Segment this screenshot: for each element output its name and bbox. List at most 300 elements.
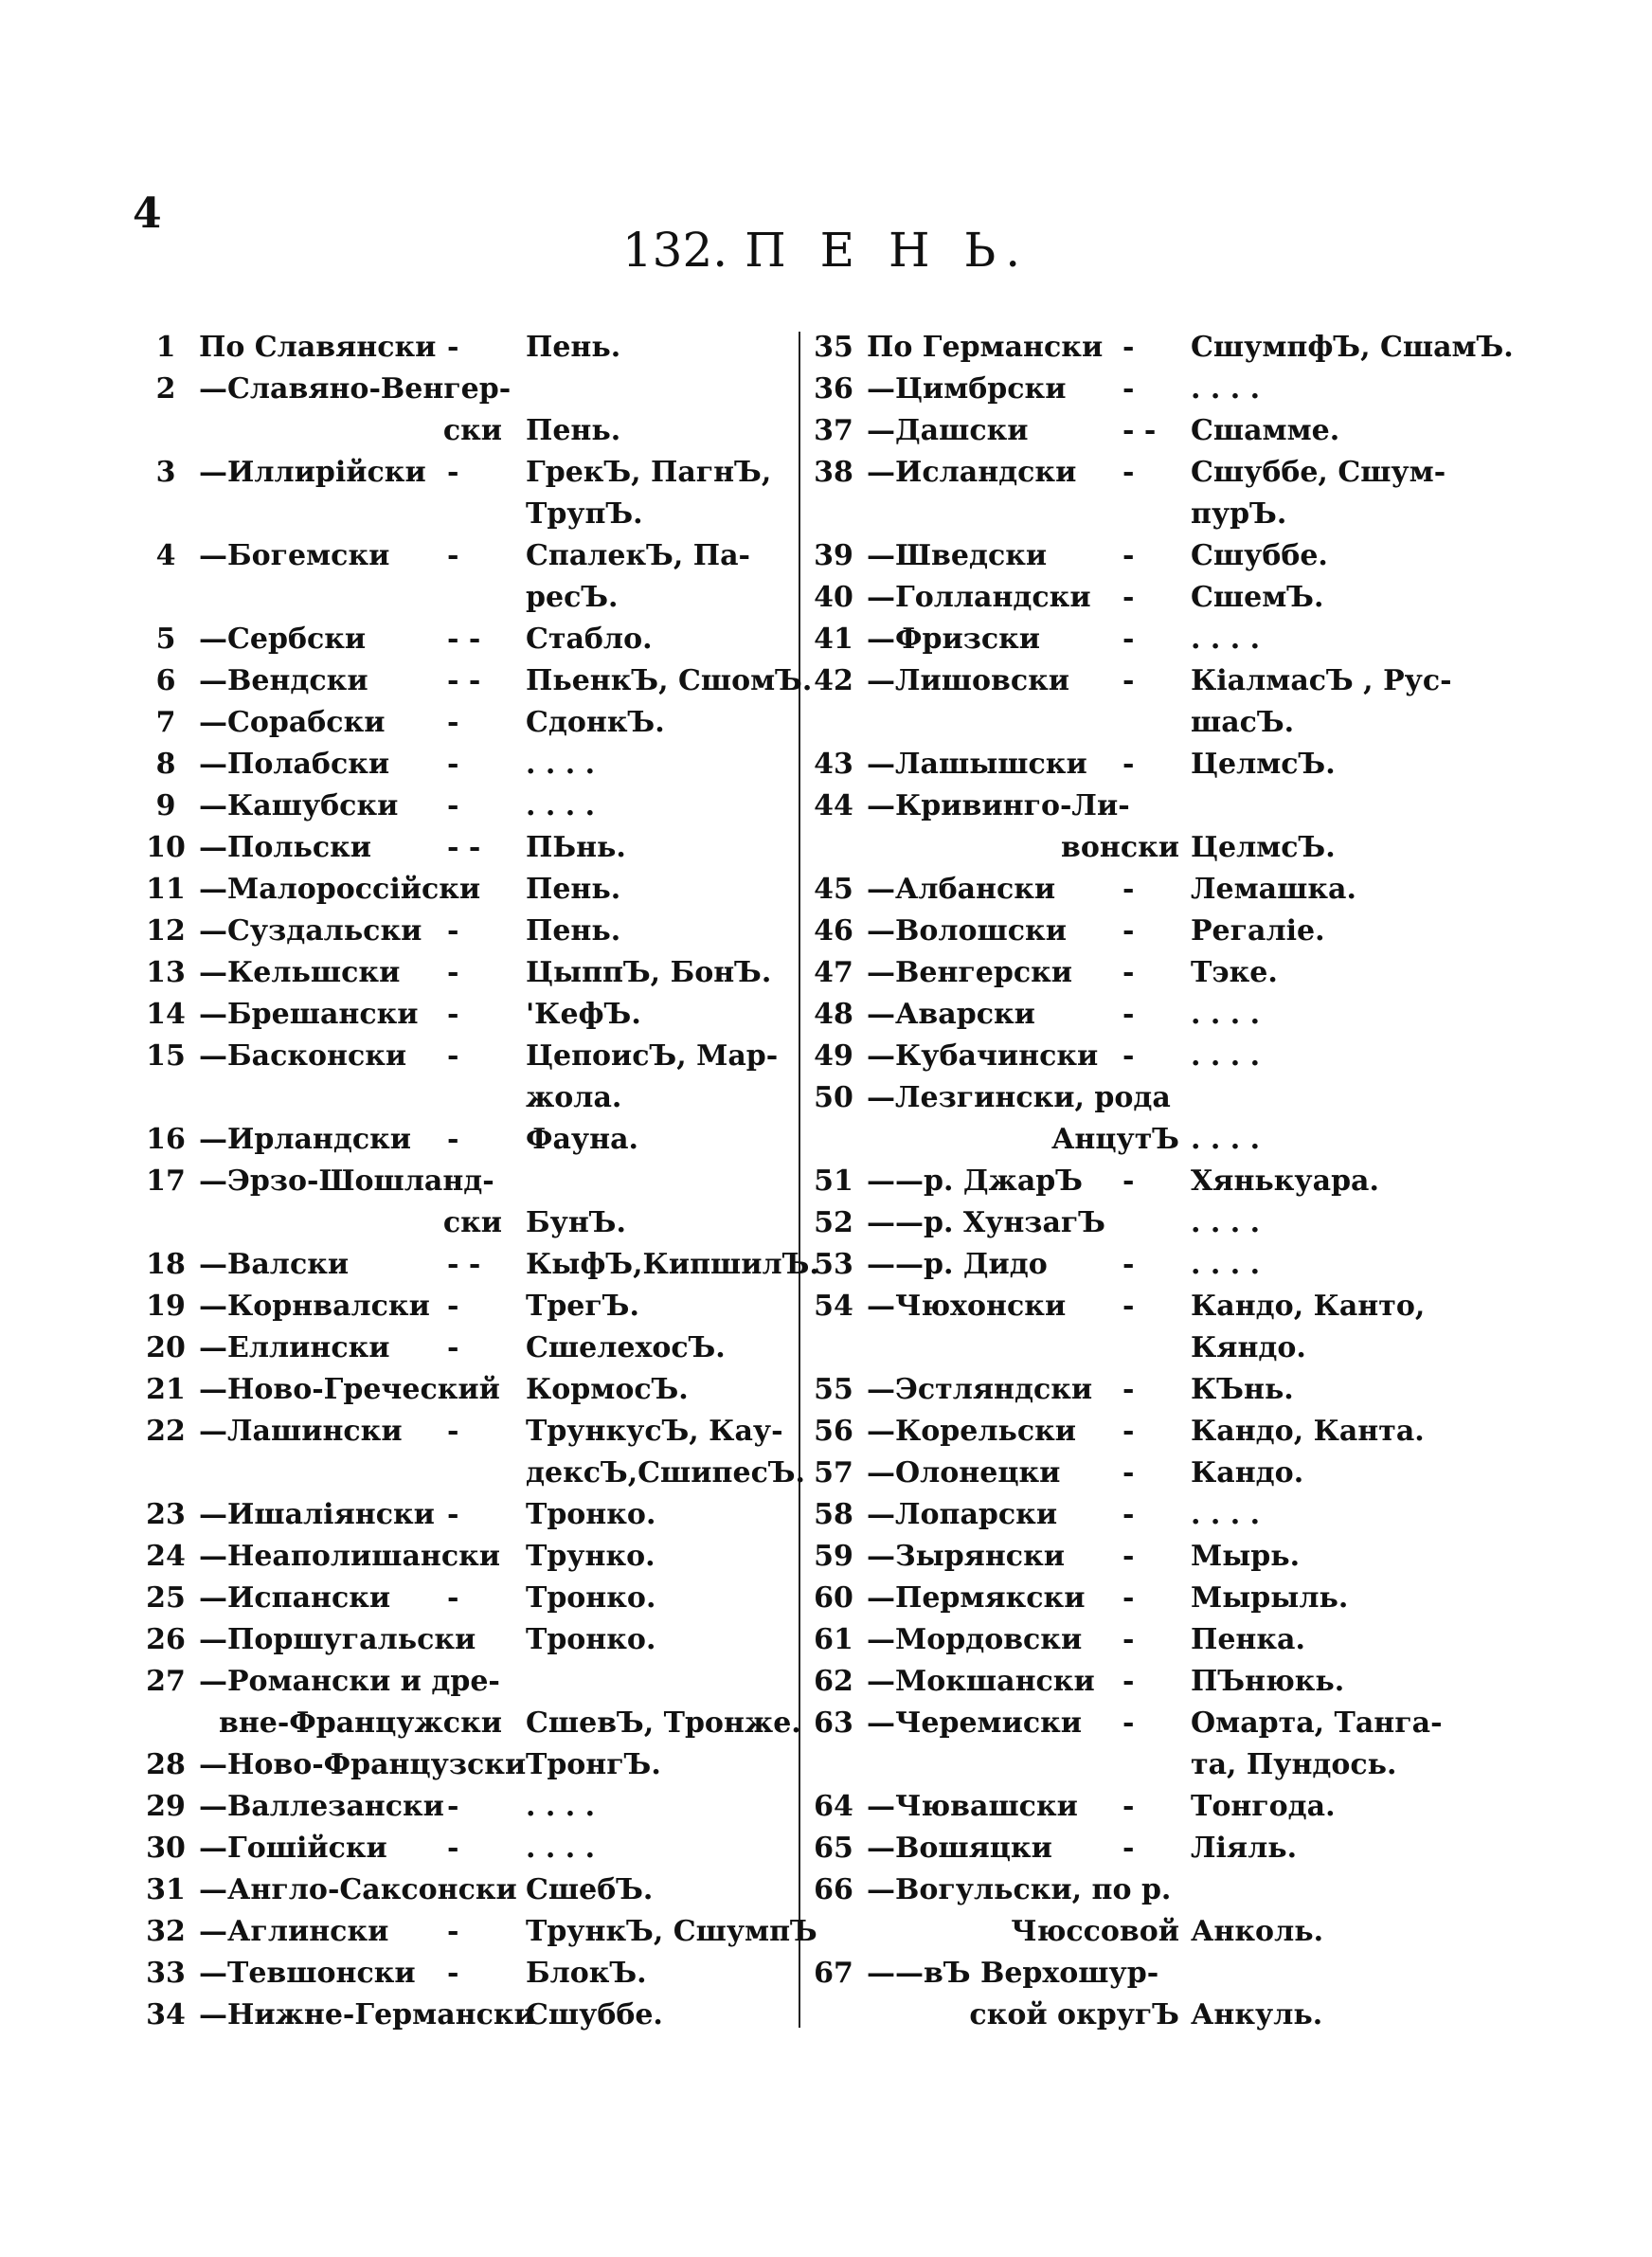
word-form: . . . . bbox=[1191, 1248, 1261, 1281]
entry-number: 47 bbox=[814, 956, 853, 989]
language-name: —Эстляндски bbox=[867, 1373, 1093, 1406]
entry-number: 25 bbox=[146, 1581, 186, 1615]
word-form: Тронко. bbox=[526, 1623, 656, 1656]
entry-number: 52 bbox=[814, 1206, 853, 1239]
entry-number: 12 bbox=[146, 914, 186, 948]
page-title bbox=[0, 223, 1652, 278]
entry-number: 14 bbox=[146, 998, 186, 1031]
list-item bbox=[142, 1411, 786, 1453]
separator: - - bbox=[447, 664, 481, 697]
separator: - bbox=[447, 1790, 459, 1823]
word-form: ПЬнь. bbox=[526, 831, 626, 864]
entry-number: 28 bbox=[146, 1748, 186, 1781]
language-name: —Лопарски bbox=[867, 1498, 1058, 1531]
word-form: Ліяль. bbox=[1191, 1832, 1298, 1865]
word-form: Кандо, Канта. bbox=[1191, 1415, 1425, 1448]
list-item bbox=[810, 1661, 1463, 1703]
list-item bbox=[810, 869, 1463, 911]
word-form: . . . . bbox=[1191, 372, 1261, 406]
list-item bbox=[810, 1911, 1463, 1953]
entry-number: 67 bbox=[814, 1957, 853, 1990]
language-name: ски bbox=[442, 414, 502, 447]
entry-number: 21 bbox=[146, 1373, 186, 1406]
entry-number: 38 bbox=[814, 456, 853, 489]
separator: - bbox=[447, 539, 459, 572]
word-form: ЦыппЪ, БонЪ. bbox=[526, 956, 772, 989]
list-item bbox=[810, 827, 1463, 869]
language-name: —Исландски bbox=[867, 456, 1077, 489]
word-form: ПЪнюкь. bbox=[1191, 1665, 1345, 1698]
word-form: Тэке. bbox=[1191, 956, 1278, 989]
list-item bbox=[810, 1536, 1463, 1578]
list-item bbox=[810, 744, 1463, 785]
separator: - bbox=[1122, 1665, 1135, 1698]
list-item bbox=[810, 1119, 1463, 1161]
word-form: Пень. bbox=[526, 914, 621, 948]
language-name: —Венгерски bbox=[867, 956, 1073, 989]
entry-number: 1 bbox=[155, 331, 176, 364]
language-name: —Волошски bbox=[867, 914, 1067, 948]
separator: - bbox=[1122, 956, 1135, 989]
language-name: —Богемски bbox=[199, 539, 390, 572]
word-form: Лемашка. bbox=[1191, 873, 1356, 906]
language-name: АнцутЪ bbox=[1050, 1123, 1179, 1156]
language-name: —Лашышски bbox=[867, 748, 1087, 781]
word-form: Сшуббе, Сшум- bbox=[1191, 456, 1446, 489]
word-form: Анкуль. bbox=[1191, 1998, 1323, 2031]
separator: - bbox=[447, 1123, 459, 1156]
word-form: Тронко. bbox=[526, 1498, 656, 1531]
separator: - bbox=[1122, 581, 1135, 614]
entry-number: 23 bbox=[146, 1498, 186, 1531]
language-name: —Корнвалски bbox=[199, 1290, 430, 1323]
language-name: ски bbox=[442, 1206, 502, 1239]
word-form: . . . . bbox=[526, 1832, 596, 1865]
language-name: —Кубачински bbox=[867, 1039, 1099, 1073]
entry-number: 57 bbox=[814, 1456, 853, 1490]
word-form: Пень. bbox=[526, 414, 621, 447]
word-form: . . . . bbox=[526, 1790, 596, 1823]
word-form: СдонкЪ. bbox=[526, 706, 665, 739]
language-name: —Черемиски bbox=[867, 1706, 1083, 1740]
word-form: ЦелмсЪ. bbox=[1191, 748, 1336, 781]
separator: - bbox=[447, 1039, 459, 1073]
list-item bbox=[810, 1411, 1463, 1453]
entry-number: 63 bbox=[814, 1706, 853, 1740]
entry-number: 43 bbox=[814, 748, 853, 781]
word-form: СшелехосЪ. bbox=[526, 1331, 726, 1364]
list-item bbox=[142, 327, 786, 369]
word-form: Трунко. bbox=[526, 1540, 655, 1573]
list-item bbox=[810, 702, 1463, 744]
separator: - bbox=[1122, 1540, 1135, 1573]
word-form: СшумпфЪ, СшамЪ. bbox=[1191, 331, 1514, 364]
language-name: По Германски bbox=[867, 331, 1104, 364]
list-item bbox=[142, 1953, 786, 1995]
language-name: —Валлезански bbox=[199, 1790, 444, 1823]
separator: - bbox=[447, 1915, 459, 1948]
list-item bbox=[142, 911, 786, 952]
separator: - - bbox=[447, 1248, 481, 1281]
word-form: Тонгода. bbox=[1191, 1790, 1336, 1823]
entry-number: 54 bbox=[814, 1290, 853, 1323]
language-name: —Ирландски bbox=[199, 1123, 412, 1156]
separator: - bbox=[1122, 1581, 1135, 1615]
language-name: —Полабски bbox=[199, 748, 390, 781]
language-name: —Аглински bbox=[199, 1915, 389, 1948]
list-item bbox=[142, 1286, 786, 1327]
separator: - bbox=[1122, 748, 1135, 781]
word-form: . . . . bbox=[1191, 1123, 1261, 1156]
section-number: 132. bbox=[621, 223, 728, 278]
word-form: ТрегЪ. bbox=[526, 1290, 639, 1323]
language-name: —Сорабски bbox=[199, 706, 386, 739]
word-form: . . . . bbox=[1191, 1498, 1261, 1531]
list-item bbox=[142, 369, 786, 410]
separator: - bbox=[447, 331, 459, 364]
list-item bbox=[142, 869, 786, 911]
language-name: —Тевшонски bbox=[199, 1957, 416, 1990]
list-item bbox=[142, 1619, 786, 1661]
column-divider bbox=[799, 332, 800, 2028]
language-name: —Лишовски bbox=[867, 664, 1070, 697]
language-name: —Ишаліянски bbox=[199, 1498, 435, 1531]
entry-number: 41 bbox=[814, 623, 853, 656]
language-name: —Дашски bbox=[867, 414, 1029, 447]
list-item bbox=[810, 1869, 1463, 1911]
list-item bbox=[142, 660, 813, 702]
word-form: Стабло. bbox=[526, 623, 653, 656]
separator: - - bbox=[447, 831, 481, 864]
list-item bbox=[142, 1119, 786, 1161]
entry-number: 6 bbox=[155, 664, 176, 697]
separator: - bbox=[447, 1832, 459, 1865]
language-name: вонски bbox=[1061, 831, 1179, 864]
separator: - bbox=[1122, 623, 1135, 656]
entry-number: 26 bbox=[146, 1623, 186, 1656]
word-form: та, Пундось. bbox=[1191, 1748, 1397, 1781]
separator: - bbox=[1122, 372, 1135, 406]
list-item bbox=[810, 1995, 1463, 2036]
list-item bbox=[810, 1703, 1463, 1744]
list-item bbox=[810, 535, 1463, 577]
list-item bbox=[142, 827, 786, 869]
right-column bbox=[810, 327, 1514, 2036]
list-item bbox=[142, 1911, 817, 1953]
word-form: ТрункусЪ, Кау- bbox=[526, 1415, 783, 1448]
word-form: ЦепоисЪ, Мар- bbox=[526, 1039, 779, 1073]
language-name: —Валски bbox=[199, 1248, 350, 1281]
list-item bbox=[810, 410, 1463, 452]
list-item bbox=[810, 952, 1463, 994]
separator: - bbox=[447, 914, 459, 948]
word-form: . . . . bbox=[1191, 623, 1261, 656]
entry-number: 32 bbox=[146, 1915, 186, 1948]
list-item bbox=[142, 1202, 786, 1244]
entry-number: 36 bbox=[814, 372, 853, 406]
separator: - bbox=[1122, 1290, 1135, 1323]
entry-number: 66 bbox=[814, 1873, 853, 1906]
separator: - bbox=[447, 1957, 459, 1990]
entry-number: 49 bbox=[814, 1039, 853, 1073]
separator: - bbox=[1122, 1623, 1135, 1656]
word-form: Пень. bbox=[526, 331, 621, 364]
language-name: —Вошяцки bbox=[867, 1832, 1052, 1865]
entry-number: 18 bbox=[146, 1248, 186, 1281]
word-form: Хянькуара. bbox=[1191, 1165, 1379, 1198]
word-form: . . . . bbox=[526, 789, 596, 822]
entry-number: 17 bbox=[146, 1165, 186, 1198]
entry-number: 22 bbox=[146, 1415, 186, 1448]
entry-number: 20 bbox=[146, 1331, 186, 1364]
word-form: ЦелмсЪ. bbox=[1191, 831, 1336, 864]
entry-number: 55 bbox=[814, 1373, 853, 1406]
list-item bbox=[810, 494, 1463, 535]
word-form: жола. bbox=[526, 1081, 622, 1114]
entry-number: 61 bbox=[814, 1623, 853, 1656]
word-form: БунЪ. bbox=[526, 1206, 626, 1239]
entry-number: 40 bbox=[814, 581, 853, 614]
entry-number: 59 bbox=[814, 1540, 853, 1573]
word-form: ГрекЪ, ПагнЪ, bbox=[526, 456, 772, 489]
word-form: КіалмасЪ , Рус- bbox=[1191, 664, 1452, 697]
word-form: 'КефЪ. bbox=[526, 998, 641, 1031]
list-item bbox=[142, 1369, 786, 1411]
language-name: —Суздальски bbox=[199, 914, 422, 948]
separator: - bbox=[447, 998, 459, 1031]
list-item bbox=[142, 1661, 786, 1703]
word-form: Сшамме. bbox=[1191, 414, 1340, 447]
language-name: —Ново-Греческий bbox=[199, 1373, 500, 1406]
word-form: Омарта, Танга- bbox=[1191, 1706, 1443, 1740]
list-item bbox=[142, 994, 786, 1036]
word-form: СпалекЪ, Па- bbox=[526, 539, 750, 572]
list-item bbox=[810, 1036, 1463, 1077]
entry-number: 46 bbox=[814, 914, 853, 948]
separator: - bbox=[447, 1581, 459, 1615]
entry-number: 45 bbox=[814, 873, 853, 906]
word-form: . . . . bbox=[1191, 998, 1261, 1031]
list-item bbox=[810, 577, 1463, 619]
entry-number: 13 bbox=[146, 956, 186, 989]
word-form: Анколь. bbox=[1191, 1915, 1324, 1948]
word-form: Регаліе. bbox=[1191, 914, 1325, 948]
entry-number: 39 bbox=[814, 539, 853, 572]
separator: - bbox=[447, 1290, 459, 1323]
list-item bbox=[810, 911, 1463, 952]
separator: - bbox=[447, 456, 459, 489]
entry-number: 19 bbox=[146, 1290, 186, 1323]
separator: - bbox=[1122, 914, 1135, 948]
word-form: ТронгЪ. bbox=[526, 1748, 661, 1781]
entry-number: 31 bbox=[146, 1873, 186, 1906]
list-item bbox=[810, 1744, 1463, 1786]
list-item bbox=[142, 1995, 786, 2036]
language-name: —Голландски bbox=[867, 581, 1091, 614]
list-item bbox=[142, 702, 786, 744]
language-name: —Ново-Французски bbox=[199, 1748, 527, 1781]
entry-number: 10 bbox=[146, 831, 186, 864]
language-name: —Еллински bbox=[199, 1331, 390, 1364]
word-form: Сшуббе. bbox=[526, 1998, 663, 2031]
list-item bbox=[810, 994, 1463, 1036]
list-item bbox=[142, 410, 786, 452]
list-item bbox=[810, 452, 1463, 494]
list-item bbox=[810, 1369, 1463, 1411]
word-form: БлокЪ. bbox=[526, 1957, 647, 1990]
word-form: Пенка. bbox=[1191, 1623, 1305, 1656]
separator: - bbox=[1122, 1415, 1135, 1448]
word-form: СшемЪ. bbox=[1191, 581, 1324, 614]
word-form: СшебЪ. bbox=[526, 1873, 654, 1906]
language-name: ——р. ХунзагЪ bbox=[867, 1206, 1105, 1239]
language-name: —Вендски bbox=[199, 664, 368, 697]
separator: - bbox=[447, 706, 459, 739]
entry-number: 4 bbox=[155, 539, 176, 572]
language-name: —Эрзо-Шошланд- bbox=[199, 1165, 494, 1198]
list-item bbox=[142, 785, 786, 827]
entry-number: 48 bbox=[814, 998, 853, 1031]
entry-number: 16 bbox=[146, 1123, 186, 1156]
list-item bbox=[142, 1077, 786, 1119]
separator: - bbox=[447, 956, 459, 989]
list-item bbox=[810, 1327, 1463, 1369]
entry-number: 3 bbox=[155, 456, 176, 489]
entry-number: 11 bbox=[146, 873, 186, 906]
language-name: ской округЪ bbox=[969, 1998, 1179, 2031]
language-name: —Англо-Саксонски bbox=[199, 1873, 517, 1906]
list-item bbox=[142, 952, 786, 994]
list-item bbox=[142, 1786, 786, 1828]
title-word: П Е Н Ь. bbox=[745, 223, 1031, 278]
word-form: Сшуббе. bbox=[1191, 539, 1328, 572]
entry-number: 58 bbox=[814, 1498, 853, 1531]
list-item bbox=[810, 660, 1463, 702]
separator: - bbox=[1122, 539, 1135, 572]
language-name: —Вогульски, по р. bbox=[867, 1873, 1172, 1906]
language-name: —Гошійски bbox=[199, 1832, 387, 1865]
list-item bbox=[142, 1578, 786, 1619]
list-item bbox=[142, 1828, 786, 1869]
language-name: —Лезгински, рода bbox=[867, 1081, 1171, 1114]
separator: - bbox=[1122, 1832, 1135, 1865]
entry-number: 60 bbox=[814, 1581, 853, 1615]
list-item bbox=[810, 785, 1463, 827]
separator: - bbox=[1122, 1706, 1135, 1740]
left-column bbox=[142, 327, 819, 2036]
list-item bbox=[142, 535, 786, 577]
language-name: —Сербски bbox=[199, 623, 367, 656]
language-name: —Мокшански bbox=[867, 1665, 1095, 1698]
list-item bbox=[142, 1494, 786, 1536]
list-item bbox=[810, 1161, 1463, 1202]
list-item bbox=[810, 1202, 1463, 1244]
word-form: СшевЪ, Тронже. bbox=[526, 1706, 801, 1740]
page-number: 4 bbox=[133, 190, 162, 238]
language-name: —Зырянски bbox=[867, 1540, 1065, 1573]
list-item bbox=[142, 1744, 786, 1786]
language-name: —Пермякски bbox=[867, 1581, 1086, 1615]
language-name: —Олонецки bbox=[867, 1456, 1061, 1490]
separator: - bbox=[447, 789, 459, 822]
word-form: ТрункЪ, СшумпЪ bbox=[526, 1915, 817, 1948]
language-name: —Корельски bbox=[867, 1415, 1077, 1448]
list-item bbox=[810, 1578, 1463, 1619]
word-form: КормосЪ. bbox=[526, 1373, 689, 1406]
list-item bbox=[810, 1786, 1463, 1828]
language-name: —Кашубски bbox=[199, 789, 399, 822]
separator: - bbox=[447, 1415, 459, 1448]
entry-number: 5 bbox=[155, 623, 176, 656]
entry-number: 33 bbox=[146, 1957, 186, 1990]
language-name: —Фризски bbox=[867, 623, 1041, 656]
entry-number: 53 bbox=[814, 1248, 853, 1281]
language-name: ——р. ДжарЪ bbox=[867, 1165, 1083, 1198]
list-item bbox=[810, 327, 1514, 369]
entry-number: 42 bbox=[814, 664, 853, 697]
separator: - bbox=[1122, 664, 1135, 697]
word-form: Кандо, Канто, bbox=[1191, 1290, 1426, 1323]
language-name: —Брешански bbox=[199, 998, 419, 1031]
language-name: —Лашински bbox=[199, 1415, 403, 1448]
entry-number: 9 bbox=[155, 789, 176, 822]
list-item bbox=[142, 1536, 786, 1578]
entry-number: 34 bbox=[146, 1998, 186, 2031]
list-item bbox=[810, 1244, 1463, 1286]
entry-number: 2 bbox=[155, 372, 176, 406]
separator: - bbox=[1122, 1165, 1135, 1198]
separator: - bbox=[1122, 1248, 1135, 1281]
entry-number: 44 bbox=[814, 789, 853, 822]
language-name: —Мордовски bbox=[867, 1623, 1083, 1656]
list-item bbox=[142, 577, 786, 619]
separator: - bbox=[447, 1498, 459, 1531]
language-name: —Неаполишански bbox=[199, 1540, 501, 1573]
entry-number: 29 bbox=[146, 1790, 186, 1823]
entry-number: 35 bbox=[814, 331, 853, 364]
language-name: ——вЪ Верхошур- bbox=[867, 1957, 1159, 1990]
language-name: —Романски и дре- bbox=[199, 1665, 500, 1698]
separator: - bbox=[1122, 456, 1135, 489]
entry-number: 64 bbox=[814, 1790, 853, 1823]
entry-number: 24 bbox=[146, 1540, 186, 1573]
language-name: —Малороссійски bbox=[199, 873, 481, 906]
list-item bbox=[810, 619, 1463, 660]
language-name: —Нижне-Германски bbox=[199, 1998, 535, 2031]
word-form: Фауна. bbox=[526, 1123, 638, 1156]
word-form: КЪнь. bbox=[1191, 1373, 1294, 1406]
language-name: —Испански bbox=[199, 1581, 391, 1615]
word-form: . . . . bbox=[526, 748, 596, 781]
entry-number: 56 bbox=[814, 1415, 853, 1448]
entry-number: 27 bbox=[146, 1665, 186, 1698]
separator: - - bbox=[1122, 414, 1157, 447]
entry-number: 30 bbox=[146, 1832, 186, 1865]
word-form: Пень. bbox=[526, 873, 621, 906]
separator: - bbox=[1122, 331, 1135, 364]
language-name: —Чюхонски bbox=[867, 1290, 1067, 1323]
list-item bbox=[810, 1077, 1463, 1119]
list-item bbox=[142, 494, 786, 535]
word-form: Кяндо. bbox=[1191, 1331, 1306, 1364]
list-item bbox=[142, 744, 786, 785]
list-item bbox=[810, 1453, 1463, 1494]
separator: - bbox=[1122, 1039, 1135, 1073]
language-name: —Цимбрски bbox=[867, 372, 1067, 406]
language-name: По Славянски bbox=[199, 331, 437, 364]
list-item bbox=[142, 1703, 801, 1744]
language-name: —Иллирійски bbox=[199, 456, 426, 489]
